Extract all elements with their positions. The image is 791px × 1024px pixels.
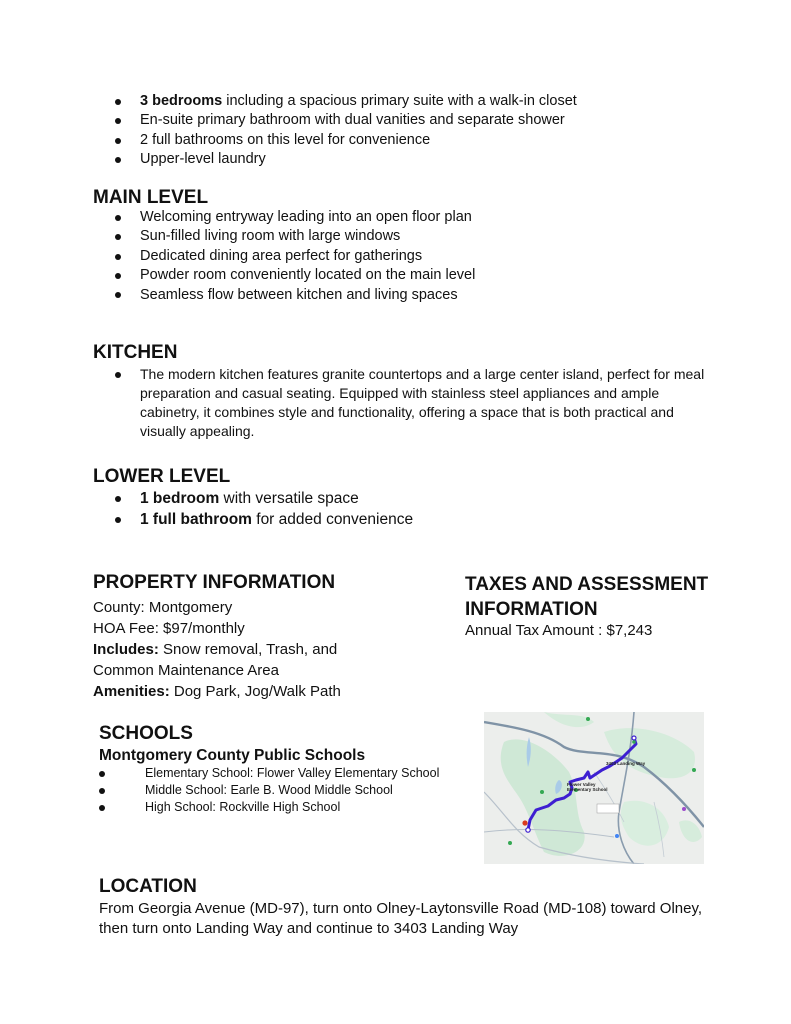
list-item-text: Middle School: Earle B. Wood Middle School	[145, 783, 393, 797]
kitchen-line: preparation and casual seating. Equipped with stainless steel appliances and ample	[140, 385, 660, 401]
bullet-icon	[115, 234, 121, 240]
list-item	[115, 266, 475, 285]
list-item-text: High School: Rockville High School	[145, 800, 341, 814]
list-item	[115, 247, 475, 266]
list-item-text: Welcoming entryway leading into an open floor plan	[140, 209, 472, 225]
property-info-heading: PROPERTY INFORMATION	[93, 572, 336, 593]
bullet-icon	[115, 138, 121, 144]
list-item-text: Powder room conveniently located on the main level	[140, 267, 476, 284]
bullet-icon	[115, 496, 121, 502]
taxes-heading-line: INFORMATION	[465, 599, 598, 620]
list-item	[115, 131, 577, 150]
list-item-bold: 1 bedroom	[140, 490, 220, 507]
bullet-icon	[99, 788, 105, 794]
main-level-list	[115, 208, 475, 305]
upper-level-list	[115, 92, 577, 170]
lower-level-list	[115, 488, 413, 530]
bullet-icon	[115, 118, 121, 124]
taxes-heading-line: TAXES AND ASSESSMENT	[465, 574, 709, 595]
includes-value: Snow removal, Trash, and	[158, 641, 338, 658]
route-map[interactable]	[484, 712, 704, 864]
map-pin-icon	[522, 820, 527, 825]
map-school-label	[567, 782, 608, 792]
includes-label: Includes:	[93, 641, 159, 658]
list-item	[115, 227, 475, 246]
kitchen-line: visually appealing.	[140, 423, 255, 439]
list-item	[115, 111, 577, 130]
bullet-icon	[115, 99, 121, 105]
hoa-fee: HOA Fee: $97/monthly	[93, 620, 245, 637]
list-item-text: Upper-level laundry	[140, 151, 266, 168]
list-item	[115, 286, 475, 305]
kitchen-heading: KITCHEN	[93, 342, 178, 363]
location-heading: LOCATION	[99, 876, 197, 897]
directions-line: then turn onto Landing Way and continue to 3403 Landing Way	[99, 920, 519, 937]
amenities-label: Amenities:	[93, 683, 170, 700]
list-item	[115, 509, 413, 530]
bullet-icon	[99, 805, 105, 811]
bullet-icon	[115, 254, 121, 260]
bullet-icon	[115, 273, 121, 279]
map-school-label-line: Flower Valley	[567, 782, 596, 787]
bullet-icon	[115, 372, 121, 378]
property-info-details	[93, 597, 341, 702]
includes	[93, 639, 341, 660]
location-directions	[99, 899, 702, 939]
bullet-icon	[115, 215, 121, 221]
lower-level-heading: LOWER LEVEL	[93, 466, 231, 487]
kitchen-description	[115, 365, 730, 441]
list-item-bold: 1 full bathroom	[140, 511, 252, 528]
school-district: Montgomery County Public Schools	[99, 747, 366, 764]
kitchen-line: cabinetry, it combines style and functionality, offering a space that is both practical and	[140, 404, 674, 420]
list-item	[115, 92, 577, 111]
list-item-text: for added convenience	[251, 511, 414, 528]
list-item-text: 2 full bathrooms on this level for convenience	[140, 131, 431, 148]
county: County: Montgomery	[93, 599, 233, 616]
list-item	[99, 799, 439, 816]
list-item-text: En-suite primary bathroom with dual vanities and separate shower	[140, 112, 565, 129]
list-item-text: Dedicated dining area perfect for gatherings	[140, 247, 423, 264]
list-item	[115, 150, 577, 169]
map-school-label-line: Elementary School	[567, 787, 608, 792]
bullet-icon	[115, 157, 121, 163]
main-level-heading: MAIN LEVEL	[93, 187, 209, 208]
bullet-icon	[115, 292, 121, 298]
kitchen-line: The modern kitchen features granite countertops and a large center island, perfect for meal	[140, 366, 705, 382]
annual-tax-amount: Annual Tax Amount : $7,243	[465, 622, 653, 639]
bullet-icon	[99, 771, 105, 777]
list-item-bold: 3 bedrooms	[140, 93, 223, 109]
list-item-text: Sun-filled living room with large windows	[140, 228, 401, 245]
list-item	[115, 208, 475, 227]
directions-line: From Georgia Avenue (MD-97), turn onto Olney-Laytonsville Road (MD-108) toward Olney,	[99, 900, 703, 917]
list-item-text: with versatile space	[219, 490, 359, 507]
amenities-value: Dog Park, Jog/Walk Path	[169, 683, 341, 700]
includes-continued: Common Maintenance Area	[93, 662, 279, 679]
map-destination-label: 3403 Landing Way	[606, 761, 646, 766]
bullet-icon	[115, 517, 121, 523]
list-item	[99, 765, 439, 782]
taxes-heading	[465, 572, 708, 622]
list-item-text: Seamless flow between kitchen and living spaces	[140, 286, 458, 303]
schools-list	[99, 765, 439, 816]
list-item-text: Elementary School: Flower Valley Elementary School	[145, 766, 440, 780]
list-item	[115, 488, 413, 509]
amenities	[93, 681, 341, 702]
schools-heading: SCHOOLS	[99, 723, 193, 744]
list-item-text: including a spacious primary suite with a walk-in closet	[222, 93, 577, 109]
list-item	[99, 782, 439, 799]
